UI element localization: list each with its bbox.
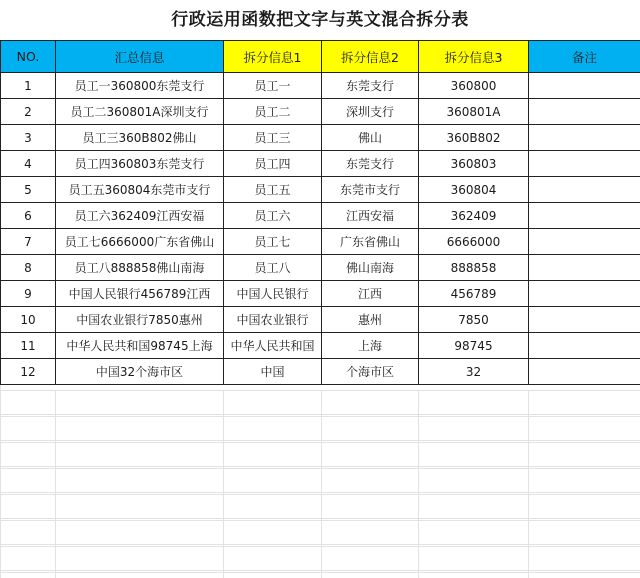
cell-split2[interactable]: 佛山 [322,125,419,151]
cell-summary[interactable]: 员工六362409江西安福 [56,203,224,229]
table-row [1,99,640,125]
table-row [1,73,640,99]
cell-split3[interactable]: 362409 [419,203,529,229]
cell-note[interactable] [529,177,640,203]
cell-split3[interactable]: 888858 [419,255,529,281]
cell-split1[interactable]: 中国 [224,359,322,385]
cell-split3[interactable]: 32 [419,359,529,385]
table-row [1,203,640,229]
cell-summary[interactable]: 中华人民共和国98745上海 [56,333,224,359]
cell-note[interactable] [529,73,640,99]
cell-split3[interactable]: 6666000 [419,229,529,255]
header-note[interactable]: 备注 [529,41,640,73]
cell-split1[interactable]: 员工八 [224,255,322,281]
cell-no[interactable]: 1 [1,73,56,99]
cell-split2[interactable]: 深圳支行 [322,99,419,125]
table-row [1,333,640,359]
cell-note[interactable] [529,229,640,255]
cell-summary[interactable]: 员工八888858佛山南海 [56,255,224,281]
cell-no[interactable]: 5 [1,177,56,203]
table-row [1,307,640,333]
cell-summary[interactable]: 员工二360801A深圳支行 [56,99,224,125]
empty-grid-rows [0,390,640,578]
cell-split2[interactable]: 佛山南海 [322,255,419,281]
cell-note[interactable] [529,307,640,333]
cell-note[interactable] [529,99,640,125]
cell-split2[interactable]: 江西 [322,281,419,307]
cell-no[interactable]: 12 [1,359,56,385]
cell-note[interactable] [529,333,640,359]
cell-split1[interactable]: 员工二 [224,99,322,125]
cell-split1[interactable]: 员工三 [224,125,322,151]
cell-split1[interactable]: 员工五 [224,177,322,203]
cell-no[interactable]: 3 [1,125,56,151]
cell-split1[interactable]: 中华人民共和国 [224,333,322,359]
empty-grid-columns [0,390,640,578]
cell-split1[interactable]: 员工七 [224,229,322,255]
table-row [1,229,640,255]
cell-split2[interactable]: 个海市区 [322,359,419,385]
cell-no[interactable]: 7 [1,229,56,255]
cell-split3[interactable]: 360B802 [419,125,529,151]
cell-split3[interactable]: 7850 [419,307,529,333]
cell-summary[interactable]: 员工四360803东莞支行 [56,151,224,177]
header-no[interactable]: NO. [1,41,56,73]
table-row [1,125,640,151]
header-split3[interactable]: 拆分信息3 [419,41,529,73]
header-summary[interactable]: 汇总信息 [56,41,224,73]
header-row [1,41,640,73]
cell-summary[interactable]: 员工一360800东莞支行 [56,73,224,99]
cell-split2[interactable]: 上海 [322,333,419,359]
cell-split3[interactable]: 98745 [419,333,529,359]
cell-split3[interactable]: 360801A [419,99,529,125]
cell-split1[interactable]: 中国农业银行 [224,307,322,333]
cell-summary[interactable]: 员工三360B802佛山 [56,125,224,151]
cell-no[interactable]: 2 [1,99,56,125]
cell-note[interactable] [529,203,640,229]
cell-split2[interactable]: 广东省佛山 [322,229,419,255]
cell-no[interactable]: 6 [1,203,56,229]
cell-split1[interactable]: 中国人民银行 [224,281,322,307]
table-row [1,151,640,177]
cell-summary[interactable]: 中国人民银行456789江西 [56,281,224,307]
cell-split3[interactable]: 360803 [419,151,529,177]
cell-split2[interactable]: 东莞支行 [322,151,419,177]
table-row [1,255,640,281]
cell-split1[interactable]: 员工一 [224,73,322,99]
cell-note[interactable] [529,125,640,151]
cell-split2[interactable]: 江西安福 [322,203,419,229]
cell-no[interactable]: 8 [1,255,56,281]
cell-split2[interactable]: 惠州 [322,307,419,333]
cell-summary[interactable]: 员工五360804东莞市支行 [56,177,224,203]
cell-no[interactable]: 4 [1,151,56,177]
cell-no[interactable]: 9 [1,281,56,307]
cell-summary[interactable]: 中国农业银行7850惠州 [56,307,224,333]
split-table [0,40,640,385]
cell-no[interactable]: 11 [1,333,56,359]
table-row [1,177,640,203]
cell-split3[interactable]: 360804 [419,177,529,203]
cell-split1[interactable]: 员工六 [224,203,322,229]
cell-note[interactable] [529,281,640,307]
cell-split3[interactable]: 456789 [419,281,529,307]
cell-split2[interactable]: 东莞支行 [322,73,419,99]
header-split2[interactable]: 拆分信息2 [322,41,419,73]
sheet-title[interactable]: 行政运用函数把文字与英文混合拆分表 [0,0,640,40]
cell-split1[interactable]: 员工四 [224,151,322,177]
cell-no[interactable]: 10 [1,307,56,333]
cell-summary[interactable]: 员工七6666000广东省佛山 [56,229,224,255]
header-split1[interactable]: 拆分信息1 [224,41,322,73]
cell-note[interactable] [529,151,640,177]
cell-note[interactable] [529,359,640,385]
table-row [1,281,640,307]
cell-summary[interactable]: 中国32个海市区 [56,359,224,385]
cell-split3[interactable]: 360800 [419,73,529,99]
cell-split2[interactable]: 东莞市支行 [322,177,419,203]
table-row [1,359,640,385]
cell-note[interactable] [529,255,640,281]
